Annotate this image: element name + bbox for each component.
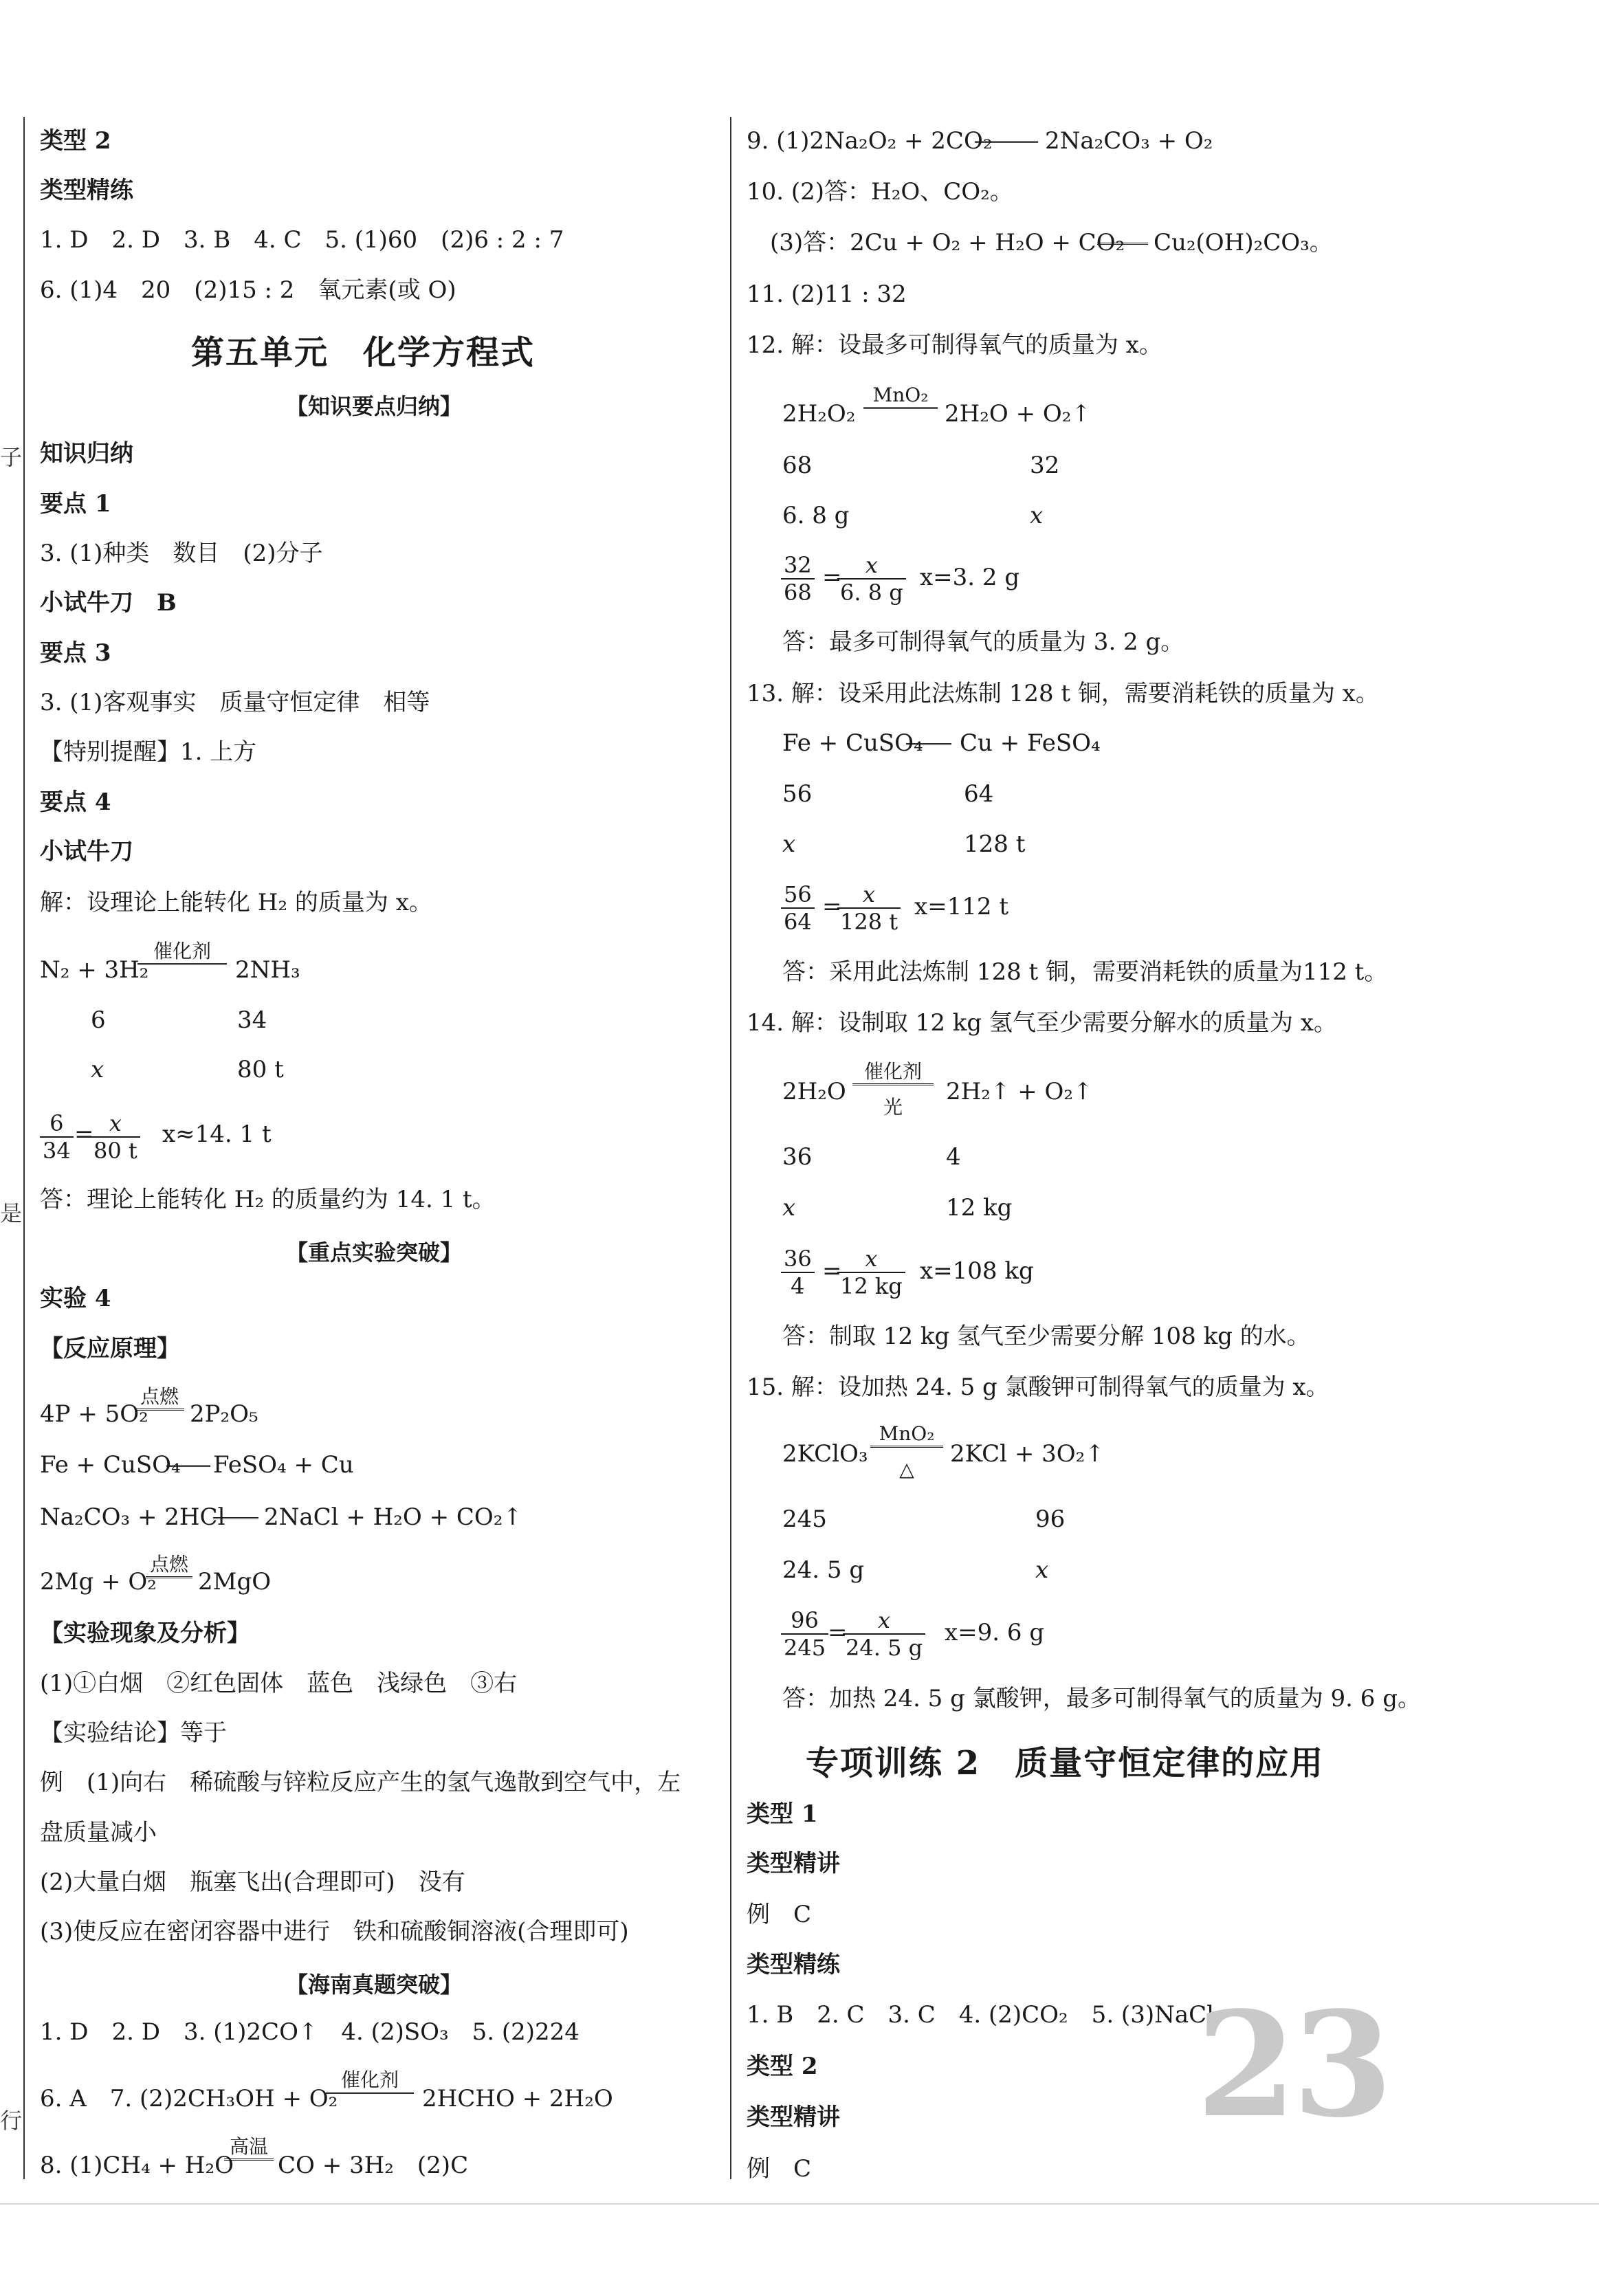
text-line: 例 C [747, 2155, 812, 2183]
equation-left: 2KClO₃ [782, 1440, 868, 1468]
denominator: 64 [784, 909, 812, 935]
text-line: 知识归纳 [40, 440, 133, 467]
ratio-value: x [782, 830, 796, 858]
fraction [837, 552, 906, 606]
text-line: 类型精练 [747, 1951, 840, 1978]
equation-right: 2H₂↑ + O₂↑ [946, 1078, 1093, 1105]
text-line: 类型 2 [747, 2053, 818, 2080]
equation-equals [166, 1465, 210, 1467]
denominator: 128 t [840, 909, 898, 935]
reaction-condition: MnO₂ [870, 1422, 943, 1448]
equals-sign: = [822, 564, 842, 591]
text-line: 【实验现象及分析】 [40, 1620, 250, 1647]
numerator: x [91, 1110, 140, 1138]
section-title: 专项训练 2 质量守恒定律的应用 [806, 1744, 1325, 1782]
section-heading: 【重点实验突破】 [286, 1239, 463, 1266]
text-line: 要点 3 [40, 639, 111, 667]
equals-sign: = [74, 1121, 94, 1148]
text-line: 要点 1 [40, 490, 111, 518]
denominator: 245 [784, 1635, 826, 1661]
ratio-value: x [91, 1056, 104, 1083]
edge-char: 是 [0, 1200, 23, 1226]
text-line: 14. 解：设制取 12 kg 氢气至少需要分解水的质量为 x。 [747, 1009, 1337, 1037]
equation-right: 2MgO [198, 1568, 272, 1596]
text-line: 13. 解：设采用此法炼制 128 t 铜，需要消耗铁的质量为 x。 [747, 680, 1379, 707]
equation-equals [975, 141, 1038, 143]
numerator: x [843, 1607, 925, 1635]
text-line: 【实验结论】等于 [40, 1719, 227, 1747]
equation-right: 2HCHO + 2H₂O [422, 2085, 613, 2112]
text-line: 解：设理论上能转化 H₂ 的质量为 x。 [40, 889, 432, 916]
fraction [781, 881, 815, 935]
reaction-condition: 高温 [224, 2135, 274, 2161]
equals-sign: = [828, 1619, 848, 1646]
denominator: 6. 8 g [840, 579, 903, 606]
equation-left: 9. (1)2Na₂O₂ + 2CO₂ [747, 127, 993, 155]
section-heading: 【知识要点归纳】 [286, 393, 463, 419]
text-line: 10. (2)答：H₂O、CO₂。 [747, 178, 1013, 206]
equation-left: N₂ + 3H₂ [40, 956, 149, 984]
text-line: 【反应原理】 [40, 1335, 180, 1362]
equation-right: Cu₂(OH)₂CO₃。 [1154, 229, 1333, 256]
equals-sign: = [822, 1257, 842, 1285]
numerator: 96 [781, 1607, 828, 1635]
column-divider [730, 117, 731, 2179]
text-line: 类型精讲 [747, 1850, 840, 1877]
text-line: 要点 4 [40, 788, 111, 816]
ratio-value: 64 [964, 780, 994, 808]
ratio-value: 128 t [964, 830, 1026, 858]
ratio-value: 6 [91, 1006, 106, 1034]
denominator: 24. 5 g [846, 1635, 923, 1661]
equation-right: 2Na₂CO₃ + O₂ [1045, 127, 1213, 155]
text-line: 小试牛刀 B [40, 589, 177, 617]
text-line: 小试牛刀 [40, 838, 133, 865]
numerator: 32 [781, 552, 815, 579]
result: x≈14. 1 t [162, 1121, 272, 1148]
equation-left: Fe + CuSO₄ [40, 1451, 181, 1479]
numerator: x [837, 1246, 905, 1273]
text-line: 1. D 2. D 3. (1)2CO↑ 4. (2)SO₃ 5. (2)224 [40, 2018, 580, 2046]
text-line: 例 (1)向右 稀硫酸与锌粒反应产生的氢气逸散到空气中，左 [40, 1769, 681, 1796]
text-line: 类型 2 [40, 127, 111, 155]
ratio-value: 32 [1030, 452, 1060, 479]
text-line: 盘质量减小 [40, 1819, 157, 1846]
fraction [781, 1246, 815, 1299]
equation-right: 2NaCl + H₂O + CO₂↑ [264, 1503, 522, 1531]
fraction [781, 552, 815, 606]
reaction-condition: 催化剂 [326, 2068, 414, 2094]
equation-equals [213, 1517, 258, 1519]
text-line: 类型 1 [747, 1800, 818, 1828]
text-line: 15. 解：设加热 24. 5 g 氯酸钾可制得氧气的质量为 x。 [747, 1373, 1330, 1401]
denominator: 12 kg [840, 1273, 903, 1299]
left-margin-line [23, 117, 25, 2179]
denominator: 68 [784, 579, 812, 606]
equals-sign: = [822, 893, 842, 920]
reaction-condition: 点燃 [146, 1553, 192, 1578]
ratio-value: x [1035, 1556, 1049, 1584]
equation-left: 2H₂O [782, 1078, 846, 1105]
denominator: 34 [43, 1138, 71, 1164]
section-heading: 【海南真题突破】 [286, 1972, 463, 1998]
ratio-value: 96 [1035, 1505, 1066, 1533]
ratio-value: 36 [782, 1143, 813, 1171]
ratio-value: 6. 8 g [782, 502, 850, 529]
answer-line: 答：制取 12 kg 氢气至少需要分解 108 kg 的水。 [782, 1323, 1310, 1350]
text-line: 类型精练 [40, 177, 133, 204]
equation-left: (3)答：2Cu + O₂ + H₂O + CO₂ [770, 229, 1125, 256]
equation-right: 2NH₃ [235, 956, 300, 984]
equation-left: Fe + CuSO₄ [782, 729, 923, 757]
reaction-condition: 催化剂 [137, 940, 227, 965]
fraction [837, 1246, 905, 1299]
equation-left: 2Mg + O₂ [40, 1568, 157, 1596]
page-number: 23 [1196, 1980, 1389, 2150]
ratio-value: x [782, 1194, 796, 1222]
numerator: 6 [40, 1110, 74, 1138]
denominator: 4 [791, 1273, 805, 1299]
text-line: 6. (1)4 20 (2)15 : 2 氧元素(或 O) [40, 276, 456, 304]
numerator: x [837, 881, 901, 909]
result: x=108 kg [920, 1257, 1034, 1285]
ratio-value: 4 [946, 1143, 961, 1171]
equation-right: 2H₂O + O₂↑ [945, 400, 1091, 428]
result: x=112 t [914, 893, 1009, 920]
equation-left: 4P + 5O₂ [40, 1400, 148, 1428]
text-line: (1)①白烟 ②红色固体 蓝色 浅绿色 ③右 [40, 1670, 518, 1697]
edge-char: 行 [0, 2108, 23, 2134]
ratio-value: 34 [237, 1006, 267, 1034]
equation-right: 2P₂O₅ [190, 1400, 258, 1428]
fraction [781, 1607, 828, 1661]
text-line: 12. 解：设最多可制得氧气的质量为 x。 [747, 331, 1162, 359]
text-line: 11. (2)11 : 32 [747, 280, 907, 308]
text-line: 1. B 2. C 3. C 4. (2)CO₂ 5. (3)NaCl [747, 2001, 1214, 2029]
equation-right: Cu + FeSO₄ [960, 729, 1101, 757]
bottom-rule [0, 2203, 1599, 2205]
equation-right: FeSO₄ + Cu [213, 1451, 354, 1479]
reaction-condition: △ [899, 1458, 914, 1481]
reaction-condition: 光 [883, 1096, 903, 1118]
answer-line: 答：最多可制得氧气的质量为 3. 2 g。 [782, 628, 1184, 656]
ratio-value: 245 [782, 1505, 827, 1533]
reaction-condition: MnO₂ [863, 384, 938, 409]
equation-equals [906, 743, 951, 745]
ratio-value: 56 [782, 780, 813, 808]
answer-line: 答：采用此法炼制 128 t 铜，需要消耗铁的质量为112 t。 [782, 958, 1388, 986]
answer-line: 答：加热 24. 5 g 氯酸钾，最多可制得氧气的质量为 9. 6 g。 [782, 1685, 1421, 1712]
ratio-value: 24. 5 g [782, 1556, 865, 1584]
edge-char: 子 [0, 444, 23, 470]
numerator: 56 [781, 881, 815, 909]
answer-line: 答：理论上能转化 H₂ 的质量约为 14. 1 t。 [40, 1186, 496, 1213]
text-line: 3. (1)客观事实 质量守恒定律 相等 [40, 689, 430, 716]
fraction [837, 881, 901, 935]
reaction-condition: 点燃 [135, 1385, 184, 1411]
equation-left: Na₂CO₃ + 2HCl [40, 1503, 225, 1531]
text-line: 例 C [747, 1901, 812, 1928]
equation-right: CO + 3H₂ (2)C [278, 2152, 469, 2179]
text-line: (2)大量白烟 瓶塞飞出(合理即可) 没有 [40, 1868, 465, 1896]
reaction-condition: 催化剂 [852, 1060, 934, 1085]
ratio-value: x [1030, 502, 1044, 529]
fraction [843, 1607, 925, 1661]
text-line: 实验 4 [40, 1285, 111, 1312]
denominator: 80 t [93, 1138, 137, 1164]
result: x=3. 2 g [920, 564, 1020, 591]
text-line: 类型精讲 [747, 2104, 840, 2131]
equation-left: 2H₂O₂ [782, 400, 856, 428]
numerator: x [837, 552, 906, 579]
text-line: 【特别提醒】1. 上方 [40, 738, 257, 766]
text-line: (3)使反应在密闭容器中进行 铁和硫酸铜溶液(合理即可) [40, 1918, 629, 1945]
equation-left: 6. A 7. (2)2CH₃OH + O₂ [40, 2085, 338, 2112]
unit-title: 第五单元 化学方程式 [191, 333, 536, 372]
result: x=9. 6 g [945, 1619, 1045, 1646]
text-line: 1. D 2. D 3. B 4. C 5. (1)60 (2)6 : 2 : 7 [40, 226, 564, 254]
ratio-value: 68 [782, 452, 813, 479]
ratio-value: 12 kg [946, 1194, 1013, 1222]
equation-left: 8. (1)CH₄ + H₂O [40, 2152, 234, 2179]
ratio-value: 80 t [237, 1056, 284, 1083]
equation-right: 2KCl + 3O₂↑ [950, 1440, 1105, 1468]
fraction [91, 1110, 140, 1164]
fraction [40, 1110, 74, 1164]
equation-equals [1097, 243, 1148, 245]
numerator: 36 [781, 1246, 815, 1273]
text-line: 3. (1)种类 数目 (2)分子 [40, 540, 323, 567]
